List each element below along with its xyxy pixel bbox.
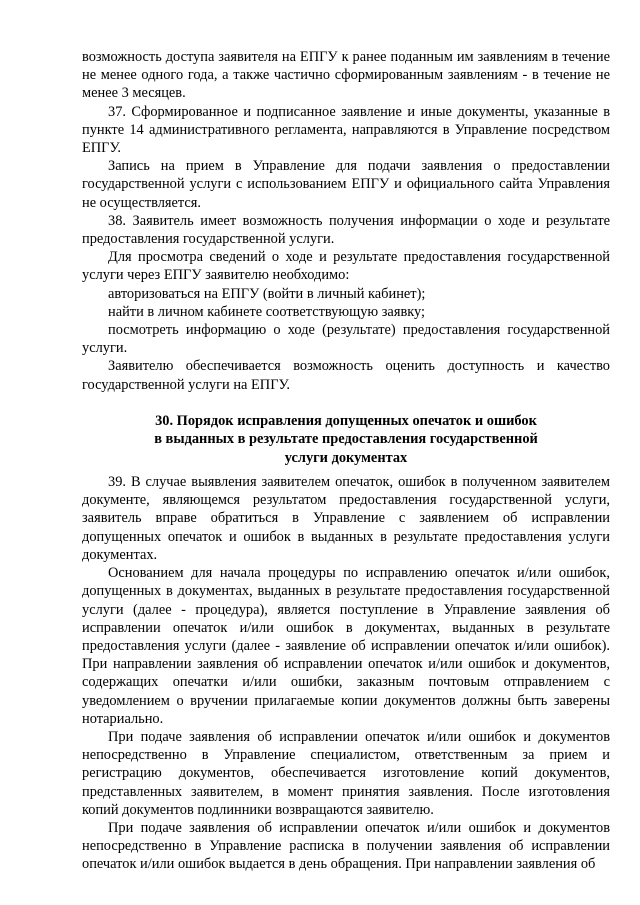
paragraph-37: 37. Сформированное и подписанное заявление и иные документы, указанные в пункте 14 административного регламента, направляются в Управление посредством ЕПГУ. (82, 103, 610, 157)
paragraph-assess-quality: Заявителю обеспечивается возможность оценить доступность и качество государственной услуги на ЕПГУ. (82, 358, 610, 393)
heading-line-3: услуги документах (284, 449, 408, 466)
paragraph-procedure-basis: Основанием для начала процедуры по исправлению опечаток и/или ошибок, допущенных в документах, выданных в результате предоставления государственной услуги (далее - процедура), является поступление в Управление заявления об исправлении опечаток и/или ошибок в документах, выданных в результате предоставления услуги (далее - заявление об исправлении опечаток и/или ошибок). При направлении заявления об исправлении опечаток и/или ошибок и документов, содержащих опечатки и/или ошибки, заказным почтовым отправлением с уведомлением о вручении прилагаемые копии документов должны быть заверены нотариально. (82, 565, 610, 727)
list-item-authorize: авторизоваться на ЕПГУ (войти в личный кабинет); (108, 285, 426, 302)
paragraph-submission-copies: При подаче заявления об исправлении опечаток и/или ошибок и документов непосредственно в Управление специалистом, ответственным за прием и регистрацию документов, обеспечивается изготовление копий документов, представленных заявителем, в момент принятия заявления. После изготовления копий документов подлинники возвращаются заявителю. (82, 728, 610, 818)
list-item-view-result: посмотреть информацию о ходе (результате) предоставления государственной услуги. (82, 322, 610, 357)
heading-line-2: в выданных в результате предоставления государственной (154, 431, 538, 448)
paragraph-38: 38. Заявитель имеет возможность получения информации о ходе и результате предоставления государственной услуги. (82, 212, 610, 248)
paragraph-submission-receipt: При подаче заявления об исправлении опечаток и/или ошибок и документов непосредственно в Управление расписка в получении заявления об исправлении опечаток и/или ошибок выдается в день обращения. При направлении заявления об (82, 819, 610, 873)
paragraph-continuation: возможность доступа заявителя на ЕПГУ к ранее поданным им заявлениям в течение не менее одного года, а также частично сформированным заявлениям - в течение не менее 3 месяцев. (82, 49, 610, 102)
paragraph-39: 39. В случае выявления заявителем опечаток, ошибок в полученном заявителем документе, являющемся результатом предоставления государственной услуги, заявитель вправе обратиться в Управление с заявлением об исправлении допущенных опечаток и ошибок в выданных в результате предоставления услуги документах. (82, 474, 610, 563)
section-heading (82, 412, 610, 467)
list-item-find-request: найти в личном кабинете соответствующую заявку; (108, 303, 426, 320)
document-page (82, 48, 610, 874)
paragraph-view-info: Для просмотра сведений о ходе и результате предоставления государственной услуги через ЕПГУ заявителю необходимо: (82, 249, 610, 284)
heading-line-1: 30. Порядок исправления допущенных опечаток и ошибок (155, 412, 537, 429)
paragraph-appointment: Запись на прием в Управление для подачи заявления о предоставлении государственной услуги с использованием ЕПГУ и официального сайта Управления не осуществляется. (82, 158, 610, 211)
